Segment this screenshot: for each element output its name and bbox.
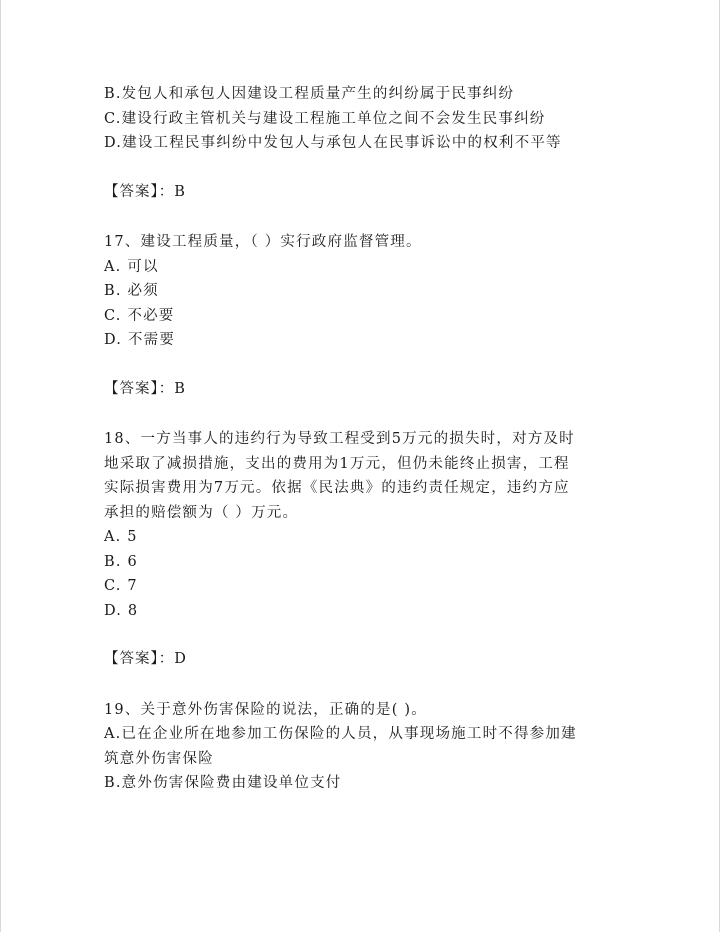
q16-option-c: C.建设行政主管机关与建设工程施工单位之间不会发生民事纠纷 <box>104 110 546 127</box>
q17-option-d: D. 不需要 <box>104 332 176 348</box>
q19-option-a-line-1: A.已在企业所在地参加工伤保险的人员，从事现场施工时不得参加建 <box>104 726 577 742</box>
q18-stem-line-3: 实际损害费用为7万元。依据《民法典》的违约责任规定，违约方应 <box>104 480 570 496</box>
page-border-left <box>0 0 1 932</box>
q19-option-b: B.意外伤害保险费由建设单位支付 <box>104 775 342 791</box>
q16-answer: 【答案】：B <box>104 183 186 200</box>
q18-option-d: D. 8 <box>104 602 139 619</box>
q17-answer: 【答案】：B <box>104 380 186 397</box>
q16-option-d: D.建设工程民事纠纷中发包人与承包人在民事诉讼中的权利不平等 <box>104 135 562 151</box>
q18-stem-line-4: 承担的赔偿额为（ ）万元。 <box>104 504 299 521</box>
q16-option-b: B.发包人和承包人因建设工程质量产生的纠纷属于民事纠纷 <box>104 86 515 102</box>
q19-option-a-line-2: 筑意外伤害保险 <box>104 750 214 767</box>
q17-stem: 17、建设工程质量，（ ）实行政府监督管理。 <box>104 234 422 250</box>
document-body <box>104 82 624 796</box>
q18-answer: 【答案】：D <box>104 651 187 667</box>
q18-option-c: C. 7 <box>104 578 138 594</box>
q19-stem: 19、关于意外伤害保险的说法，正确的是( )。 <box>104 701 427 718</box>
q17-option-b: B. 必须 <box>104 283 159 299</box>
q18-stem-line-2: 地采取了减损措施，支出的费用为1万元，但仍未能终止损害，工程 <box>104 455 570 472</box>
q18-option-b: B. 6 <box>104 553 138 570</box>
q17-option-c: C. 不必要 <box>104 307 175 324</box>
q17-option-a: A. 可以 <box>104 258 159 275</box>
q18-option-a: A. 5 <box>104 529 138 545</box>
q18-stem-line-1: 18、一方当事人的违约行为导致工程受到5万元的损失时，对方及时 <box>104 431 575 447</box>
